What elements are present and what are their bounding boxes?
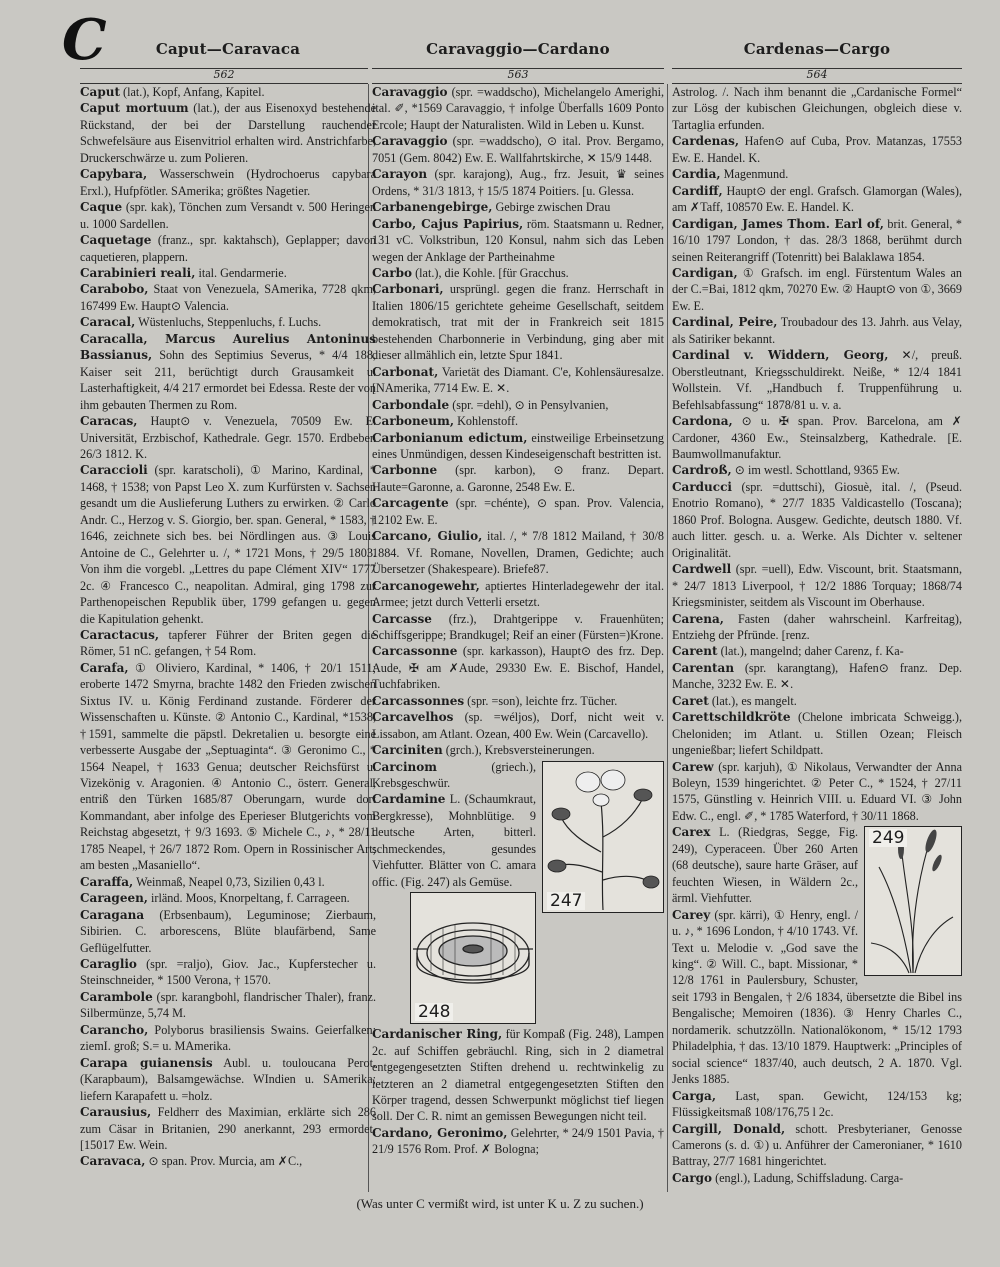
entry-text: (lat.), der aus Eisenoxyd bestehende Rückstand, der bei der Darstellung rauchender Schwefelsäure aus Eisenvitriol erhalten wird. Anstrichfarbe, Druckerschwärze u. zum Polieren. — [80, 101, 376, 165]
entry-headword: Carbo, Cajus Papirius, — [372, 216, 524, 231]
entry-text: (lat.), mangelnd; daher Carenz, f. Ka- — [720, 644, 904, 659]
dictionary-entry — [672, 643, 962, 659]
page-number-right: 564 — [672, 68, 962, 84]
entry-headword: Cardia, — [672, 167, 721, 182]
dictionary-entry — [672, 462, 962, 478]
entry-text: brit. General, * 16/10 1797 London, † das. 28/3 1868, berühmt durch seinen Reiterangriff (Totenritt) bei Balaklawa 1854. — [672, 216, 962, 264]
running-head-right: Cardenas—Cargo — [743, 40, 891, 58]
column-left — [80, 84, 376, 1196]
entry-text: für Kompaß (Fig. 248), Lampen 2c. auf Schiffen gebräuchl. Ring, sich in 2 diametral entgegengesetzten Stiften drehend u. rechtwinkelig zu letzteren an 2 diametral entgegengesetzten Stiften den Körper tragend, dessen Schwerpunkt möglichst tief liegen soll. Der C. R. nimt an gemissen Bewegungen nicht teil. — [372, 1027, 664, 1124]
entry-headword: Carbonne — [372, 463, 438, 478]
dictionary-entry — [672, 347, 962, 413]
running-head-left: Caput—Caravaca — [155, 40, 301, 58]
entry-headword: Carent — [672, 644, 718, 659]
dictionary-entry — [372, 495, 664, 528]
dictionary-entry — [372, 364, 664, 397]
figure-249 — [864, 826, 962, 976]
entry-headword: Carettschildkröte — [672, 710, 791, 725]
entry-text: Hafen⊙ auf Cuba, Prov. Matanzas, 17553 Ew. E. Handel. K. — [672, 134, 962, 165]
entry-text: (spr. kärri), ① Henry, engl. / u. ♪, * 1696 London, † 4/10 1743. Vf. Text u. Melodie v. „God save the king“. ② Will. C., bapt. Missionar, * 12/8 1761 in Paulersbury, Schuster, seit 1793 in Bengalen, † 2/6 1834, übersetzte die Bibel ins Bengalische; Memoiren (1836). ③ Henry Charles C., nordamerik. schutzzölln. Nationalökonom, * 15/12 1793 Philadelphia, † das. 13/10 1879. Hauptwerk: „Principles of social science“ 1837/40, auch deutsch, 2 A. 1870. Vgl. Jenks 1885. — [672, 907, 962, 1087]
dictionary-entry — [372, 578, 664, 611]
entry-headword: Caque — [80, 200, 123, 215]
dictionary-entry — [372, 1125, 664, 1158]
dictionary-entry — [672, 216, 962, 265]
dictionary-entry — [672, 561, 962, 610]
entry-text: (spr. =son), leichte frz. Tücher. — [467, 693, 618, 708]
entry-headword: Carcagente — [372, 496, 449, 511]
entry-text: ✕/, preuß. Oberstleutnant, Kriegsschuldirekt. Neiße, * 12/4 1841 Wollstein. Vf. „Handbuch f. Truppenführung u. Befehlsabfassung“ 1878/81 u. v. a. — [672, 348, 962, 412]
dictionary-entry — [80, 1153, 376, 1169]
entry-text: (griech.), Krebsgeschwür. — [372, 759, 536, 791]
dictionary-entry — [672, 693, 962, 709]
entry-text: Feldherr des Maximian, erklärte sich 286 zum Cäsar in Britanien, 290 anerkannt, 293 ermordet. [15017 Ew. Wein. — [80, 1105, 376, 1152]
entry-text: (spr. karjuh), ① Nikolaus, Verwandter der Anna Boleyn, 1539 hingerichtet. ② Peter C., * 1524, † 27/11 1575, Günstling v. Heinrich VIII. u. Eduard VI. ③ John Edw. C., engl. ✐, * 1785 Waterford, † 30/11 1868. — [672, 759, 962, 823]
dictionary-entry — [672, 709, 962, 758]
entry-text: ital. /, * 7/8 1812 Mailand, † 30/8 1884. Vf. Romane, Novellen, Dramen, Gedichte; auch Übersetzer (Shakespeare). Briefe87. — [372, 529, 664, 577]
entry-text: (spr. karangbohl, flandrischer Thaler), franz. Silbermünze, 5,74 M. — [80, 989, 376, 1021]
entry-headword: Cardanischer Ring, — [372, 1027, 503, 1042]
entry-headword: Carbondale — [372, 397, 450, 412]
dictionary-entry — [80, 627, 376, 660]
dictionary-entry — [372, 216, 664, 265]
entry-headword: Cardona, — [672, 414, 733, 429]
entry-text: L. (Schaumkraut, Bergkresse), Mohnblütige. 9 deutsche Arten, bitterl. schmeckendes, gesundes Viehfutter. Blätter von C. amara offic. (Fig. 247) als Gemüse. — [372, 792, 536, 889]
dictionary-entry — [80, 874, 376, 890]
entry-headword: Carga, — [672, 1088, 716, 1103]
dictionary-entry — [80, 1104, 376, 1153]
entry-headword: Carabobo, — [80, 282, 149, 297]
entry-text: (spr. karatscholi), ① Marino, Kardinal, * 1468, † 1538; von Papst Leo X. zum Kurfürsten v. Sachsen gesandt um die Auslieferung Luthers zu erwirken. ② Carlo Andr. C., Herzog v. S. Giorgio, ber. span. General, * 1583, † 1646, zeichnete sich bes. bei Nördlingen aus. ③ Louis Antoine de C., Gelehrter u. /, * 1721 Mons, † 29/5 1803. Von ihm die vorgebl. „Lettres du pape Clément XIV“ 1777 2c. ④ Francesco C., neapolitan. Admiral, ging 1798 zur Parthenopeischen Republik über, 1799 gefangen u. gegen die Kapitulation gehenkt. — [80, 463, 376, 626]
entry-text: einstweilige Erbeinsetzung eines Unmündigen, dessen Kindeseigenschaft bestritten ist. — [372, 430, 664, 461]
entry-text: Fasten (daher wahrscheinl. Karfreitag), Entziehg der Pfründe. [renz. — [672, 611, 962, 642]
dictionary-entry — [672, 1170, 962, 1186]
entry-headword: Carbo — [372, 265, 413, 280]
entry-text: (spr. =dehl), ⊙ in Pensylvanien, — [452, 397, 609, 412]
entry-text: Astrolog. /. Nach ihm benannt die „Cardanische Formel“ zur Lösg der kubischen Gleichungen, obgleich diese v. Tartaglia erfunden. — [672, 85, 962, 132]
column-rule — [667, 84, 668, 1192]
entry-headword: Caret — [672, 693, 709, 708]
entry-headword: Caraglio — [80, 957, 137, 972]
entry-headword: Cardinal v. Widdern, Georg, — [672, 348, 889, 363]
dictionary-entry — [80, 907, 376, 956]
entry-headword: Caraffa, — [80, 874, 134, 889]
entry-headword: Cardigan, — [672, 265, 738, 280]
dictionary-entry — [372, 693, 664, 709]
entry-text: Weinmaß, Neapel 0,73, Sizilien 0,43 l. — [136, 874, 325, 889]
entry-text: (spr. karkasson), Haupt⊙ des frz. Dep. Aude, ✠ am ✗Aude, 29330 Ew. E. Bischof, Handel, Tuchfabriken. — [372, 644, 664, 692]
dictionary-entry — [372, 742, 664, 758]
dictionary-entry — [80, 100, 376, 166]
entry-text: L. (Riedgras, Segge, Fig. 249), Cyperaceen. Über 260 Arten (68 deutsche), saure harte Gräser, auf feuchten Wiesen, in Wäldern 2c., ärml. Viehfutter. — [672, 825, 858, 906]
dictionary-entry — [672, 759, 962, 825]
dictionary-entry — [372, 397, 664, 413]
dictionary-entry — [80, 413, 376, 462]
section-letter: C — [62, 7, 107, 73]
entry-text: schott. Presbyterianer, Genosse Camerons (s. d. ①) u. Anführer der Cameronianer, * 1610 Battray, 27/7 1681 hingerichtet. — [672, 1121, 962, 1169]
entry-headword: Cargo — [672, 1170, 713, 1185]
dictionary-entry — [672, 183, 962, 216]
entry-text: Haupt⊙ v. Venezuela, 70509 Ew. E. Universität, Erzbischof, Kathedrale. Gegr. 1570. Erdbeben 26/3 1812. K. — [80, 414, 376, 461]
dictionary-entry — [372, 166, 664, 199]
entry-text: (spr. =raljo), Giov. Jac., Kupferstecher u. Steinschneider, * 1500 Verona, † 1570. — [80, 957, 376, 988]
entry-text: (spr. =chénte), ⊙ span. Prov. Valencia, 12102 Ew. E. — [372, 496, 664, 527]
entry-text: (lat.), es mangelt. — [711, 693, 797, 708]
entry-text: Wasserschwein (Hydrochoerus capybara Erxl.), Hufpfötler. SAmerika; größtes Nagetier. — [80, 167, 376, 198]
entry-text: (sp. =wéljos), Dorf, nicht weit v. Lissabon, am Atlant. Ozean, 400 Ew. Wein (Carcavello). — [372, 710, 664, 741]
entry-headword: Carciniten — [372, 743, 443, 758]
entry-headword: Carentan — [672, 660, 735, 675]
entry-headword: Caracas, — [80, 414, 138, 429]
entry-headword: Cardamine — [372, 792, 446, 807]
entry-text: (lat.), Kopf, Anfang, Kapitel. — [123, 85, 265, 99]
dictionary-entry — [80, 166, 376, 199]
dictionary-entry — [80, 331, 376, 413]
entry-headword: Caput mortuum — [80, 101, 189, 116]
entry-headword: Carancho, — [80, 1022, 149, 1037]
figure-247 — [542, 761, 664, 913]
dictionary-entry — [80, 199, 376, 232]
entry-text: ① Grafsch. im engl. Fürstentum Wales an der C.=Bai, 1812 qkm, 70270 Ew. ② Haupt⊙ von ①, 3669 Ew. E. — [672, 265, 962, 313]
dictionary-entry — [672, 166, 962, 182]
entry-headword: Caragana — [80, 907, 145, 922]
entry-text: Troubadour des 13. Jahrh. aus Velay, als Satiriker bekannt. — [672, 315, 962, 346]
dictionary-entry — [372, 133, 664, 166]
dictionary-entry — [80, 660, 376, 874]
entry-text: Last, span. Gewicht, 124/153 kg; Flüssigkeitsmaß 108/176,75 l 2c. — [672, 1088, 962, 1120]
entry-headword: Cardinal, Peire, — [672, 315, 778, 330]
entry-headword: Carcanogewehr, — [372, 578, 480, 593]
entry-headword: Carabinieri reali, — [80, 265, 196, 280]
dictionary-entry — [80, 1022, 376, 1055]
entry-text: Varietät des Diamant. C'e, Kohlensäuresalze. [NAmerika, 7714 Ew. E. ✕. — [372, 364, 664, 396]
entry-text: (Chelone imbricata Schweigg.), Cheloniden; im Atlant. u. Stillen Ozean; Fleisch ungenießbar; liefert Schildpatt. — [672, 710, 962, 758]
entry-headword: Carbonari, — [372, 282, 444, 297]
dictionary-entry — [80, 314, 376, 330]
entry-headword: Caravaca, — [80, 1154, 146, 1169]
entry-text: (engl.), Ladung, Schiffsladung. Carga- — [715, 1170, 904, 1185]
entry-headword: Caravaggio — [372, 85, 448, 99]
entry-text: Magenmund. — [723, 167, 789, 182]
entry-headword: Carcassonne — [372, 644, 458, 659]
dictionary-entry — [80, 265, 376, 281]
entry-text: (spr. =duttschi), Giosuè, ital. /, (Pseud. Enotrio Romano), * 27/7 1835 Valdicastello (Toscana); 1860 Prof. Bologna. Ausgew. Gedichte, deutsch 1880. Vf. auch litter. gesch. u. a. Werke. Als Dichter v. seltener Originalität. — [672, 479, 962, 560]
dictionary-entry — [672, 133, 962, 166]
dictionary-entry — [372, 413, 664, 429]
dictionary-entry — [672, 265, 962, 314]
entry-text: aptiertes Hinterladegewehr der ital. Armee; jetzt durch Vetterli ersetzt. — [372, 578, 664, 610]
dictionary-entry — [372, 84, 664, 133]
entry-headword: Carapa guianensis — [80, 1055, 213, 1070]
entry-headword: Carambole — [80, 989, 153, 1004]
entry-text: röm. Staatsmann u. Redner, 131 vC. Volkstribun, 120 Konsul, nahm sich das Leben wegen der Anklage der Partheinahme — [372, 216, 664, 264]
running-heads — [0, 40, 1000, 68]
entry-text: (spr. karajong), Aug., frz. Jesuit, ♛ seines Ordens, * 31/3 1813, † 15/5 1874 Poitiers. [u. Glessa. — [372, 167, 664, 198]
entry-headword: Carena, — [672, 611, 724, 626]
entry-text: Kohlenstoff. — [457, 414, 519, 429]
entry-headword: Carageen, — [80, 891, 148, 906]
dictionary-entry — [672, 314, 962, 347]
figure-number: 248 — [415, 1003, 453, 1021]
column-right — [672, 84, 962, 1196]
dictionary-entry — [672, 660, 962, 693]
dictionary-entry — [372, 462, 664, 495]
entry-headword: Carcasse — [372, 611, 432, 626]
entry-headword: Carboneum, — [372, 414, 455, 429]
entry-headword: Carbonianum edictum, — [372, 430, 528, 445]
entry-text: (spr. =waddscho), ⊙ ital. Prov. Bergamo, 7051 (Gem. 8042) Ew. E. Wallfahrtskirche, ✕ 15/9 1448. — [372, 134, 664, 165]
entry-headword: Cardigan, James Thom. Earl of, — [672, 216, 884, 231]
running-head-center: Caravaggio—Cardano — [426, 40, 610, 58]
entry-text: ital. Gendarmerie. — [198, 265, 287, 280]
entry-text: ⊙ u. ✠ span. Prov. Barcelona, am ✗ Cardoner, 4360 Ew., Steinsalzberg, Kathedrale. [E. Baumwollmanufaktur. — [672, 414, 962, 461]
dictionary-entry — [372, 199, 664, 215]
dictionary-entry — [80, 989, 376, 1022]
entry-headword: Carey — [672, 907, 711, 922]
entry-headword: Cardano, Geronimo, — [372, 1125, 508, 1140]
dictionary-entry — [80, 232, 376, 265]
entry-text: Staat von Venezuela, SAmerika, 7728 qkm, 167499 Ew. Haupt⊙ Valencia. — [80, 282, 376, 313]
entry-headword: Carcavelhos — [372, 710, 454, 725]
entry-headword: Carbanengebirge, — [372, 200, 493, 215]
entry-headword: Carcassonnes — [372, 693, 465, 708]
dictionary-entry — [372, 528, 664, 577]
dictionary-entry — [672, 413, 962, 462]
entry-headword: Carducci — [672, 479, 732, 494]
page-number-left: 562 — [80, 68, 368, 84]
entry-headword: Carcinom — [372, 759, 437, 774]
entry-text: Wüstenluchs, Steppenluchs, f. Luchs. — [138, 315, 322, 330]
dictionary-entry — [80, 281, 376, 314]
dictionary-entry — [672, 1088, 962, 1121]
dictionary-entry — [672, 479, 962, 561]
column-center — [372, 84, 664, 1196]
entry-text: (grch.), Krebsversteinerungen. — [445, 743, 595, 758]
entry-text: ⊙ im westl. Schottland, 9365 Ew. — [734, 463, 900, 478]
entry-headword: Caput — [80, 85, 120, 99]
entry-headword: Caraccioli — [80, 463, 148, 478]
entry-text: (frz.), Drahtgerippe v. Frauenhüten; Schiffsgerippe; Brandkugel; Reif an einer (Fürsten=)Krone. — [372, 611, 664, 642]
entry-headword: Cardwell — [672, 562, 732, 577]
dictionary-entry — [80, 1055, 376, 1104]
entry-text: (spr. karbon), ⊙ franz. Depart. Haute=Garonne, a. Garonne, 2548 Ew. E. — [372, 463, 664, 494]
entry-text: irländ. Moos, Knorpeltang, f. Carrageen. — [151, 891, 350, 906]
entry-text: ① Oliviero, Kardinal, * 1406, † 20/1 1511; eroberte 1472 Smyrna, brachte 1482 den Frieden zwischen Sixtus IV. u. König Ferdinand zustande. Förderer der Wissenschaften u. Künste. ② Antonio C., Kardinal, *1538, †1591, sammelte die päpstl. Dekretalien u. besorgte eine verbesserte Ausgabe der „Septuaginta“. ③ Geronimo C., * 1564 Neapel, † 1633 Genua; deutscher Reichsfürst u. Vizekönig v. Aragonien. ④ Antonio C., österr. General, entriß den Türken 1685/87 Oberungarn, wurde dort Kommandant, aber infolge des Eperieser Blutgerichts vom Reichstag abgesetzt, † 9/3 1693. ⑤ Michele C., ♪, * 28/11 1785 Neapel, † 26/7 1872 Rom. Opern in Rossinischer Art; am besten „Masaniello“. — [80, 660, 376, 873]
entry-text: Aubl. u. touloucana Perot. (Karapbaum), Balsamgewächse. WIndien u. SAmerika; liefern Karapafett u. =holz. — [80, 1055, 376, 1103]
figure-number: 247 — [547, 892, 585, 910]
entry-text: (spr. =waddscho), Michelangelo Amerighi, ital. ✐, *1569 Caravaggio, † infolge Überfalls 1609 Ponto Ercole; Haupt der Naturalisten. Wild in Leben u. Kunst. — [372, 85, 664, 132]
entry-text: Haupt⊙ der engl. Grafsch. Glamorgan (Wales), am ✗Taff, 108570 Ew. E. Handel. K. — [672, 183, 962, 215]
page-footer-note: (Was unter C vermißt wird, ist unter K u. Z zu suchen.) — [356, 1196, 644, 1211]
entry-headword: Carafa, — [80, 660, 129, 675]
dictionary-entry — [372, 611, 664, 644]
entry-text: (spr. kak), Tönchen zum Versandt v. 500 Heringen u. 1000 Sardellen. — [80, 200, 376, 231]
entry-text: (lat.), die Kohle. [für Gracchus. — [415, 265, 569, 280]
entry-headword: Carew — [672, 759, 714, 774]
entry-headword: Cardiff, — [672, 183, 723, 198]
entry-text: Gebirge zwischen Drau — [495, 200, 611, 215]
figure-number: 249 — [869, 829, 907, 847]
dictionary-entry — [672, 611, 962, 644]
figure-248 — [410, 892, 536, 1024]
dictionary-entry — [672, 84, 962, 133]
entry-headword: Caravaggio — [372, 134, 448, 149]
entry-headword: Caracal, — [80, 315, 136, 330]
entry-headword: Carex — [672, 825, 711, 840]
entry-headword: Caquetage — [80, 233, 152, 248]
entry-text: ursprüngl. gegen die franz. Herrschaft in Italien 1806/15 gerichtete geheime Gesellschaft, seitdem demokratisch, trat mit der in Frankreich seit 1815 bestehenden Charbonnerie in Verbindung, ging aber mit dieser allmählich ein, letzte Spur 1841. — [372, 282, 664, 363]
dictionary-entry — [372, 430, 664, 463]
entry-text: (Erbsenbaum), Leguminose; Zierbaum, Sibirien. C. arborescens, Blüte blaufärbend, Same Geflügelfutter. — [80, 907, 376, 955]
dictionary-entry — [80, 84, 376, 100]
dictionary-entry — [80, 890, 376, 906]
entry-text: tapferer Führer der Briten gegen die Römer, 51 nC. gefangen, † 54 Rom. — [80, 627, 376, 659]
dictionary-entry — [372, 643, 664, 692]
entry-text: Gelehrter, * 24/9 1501 Pavia, † 21/9 1576 Rom. Prof. ✗ Bologna; — [372, 1125, 664, 1157]
entry-text: Sohn des Septimius Severus, * 4/4 188, Kaiser seit 211, berüchtigt durch Grausamkeit u. Lasterhaftigkeit, 4/4 217 ermordet bei Edessa. Reste der von ihm gebauten Thermen zu Rom. — [80, 348, 376, 412]
dictionary-entry — [372, 281, 664, 363]
dictionary-entry — [372, 709, 664, 742]
entry-headword: Carbonat, — [372, 364, 439, 379]
dictionary-entry — [672, 1121, 962, 1170]
entry-headword: Carausius, — [80, 1105, 152, 1120]
entry-text: (spr. =uell), Edw. Viscount, brit. Staatsmann, * 24/7 1813 Liverpool, † 12/2 1886 Torquay; 1868/74 Kriegsminister, seitdem als Viscount im Oberhause. — [672, 562, 962, 610]
page-number-center: 563 — [372, 68, 664, 84]
dictionary-entry — [372, 265, 664, 281]
entry-headword: Capybara, — [80, 167, 148, 182]
entry-headword: Cardenas, — [672, 134, 740, 149]
entry-headword: Caractacus, — [80, 627, 160, 642]
entry-headword: Cardroß, — [672, 463, 732, 478]
entry-headword: Caracalla, Marcus Aurelius Antoninus Bassianus, — [80, 331, 376, 363]
entry-text: ⊙ span. Prov. Murcia, am ✗C., — [148, 1154, 303, 1169]
entry-text: Polyborus brasiliensis Swains. Geierfalken; ziemI. groß; S.= u. MAmerika. — [80, 1022, 376, 1054]
dictionary-entry — [80, 956, 376, 989]
entry-text: (spr. karangtang), Hafen⊙ franz. Dep. Manche, 3232 Ew. E. ✕. — [672, 660, 962, 692]
dictionary-entry — [80, 462, 376, 627]
entry-headword: Cargill, Donald, — [672, 1121, 786, 1136]
entry-text: (franz., spr. kaktahsch), Geplapper; davon caquetieren, plappern. — [80, 233, 376, 264]
entry-headword: Carcano, Giulio, — [372, 529, 483, 544]
entry-headword: Carayon — [372, 167, 428, 182]
